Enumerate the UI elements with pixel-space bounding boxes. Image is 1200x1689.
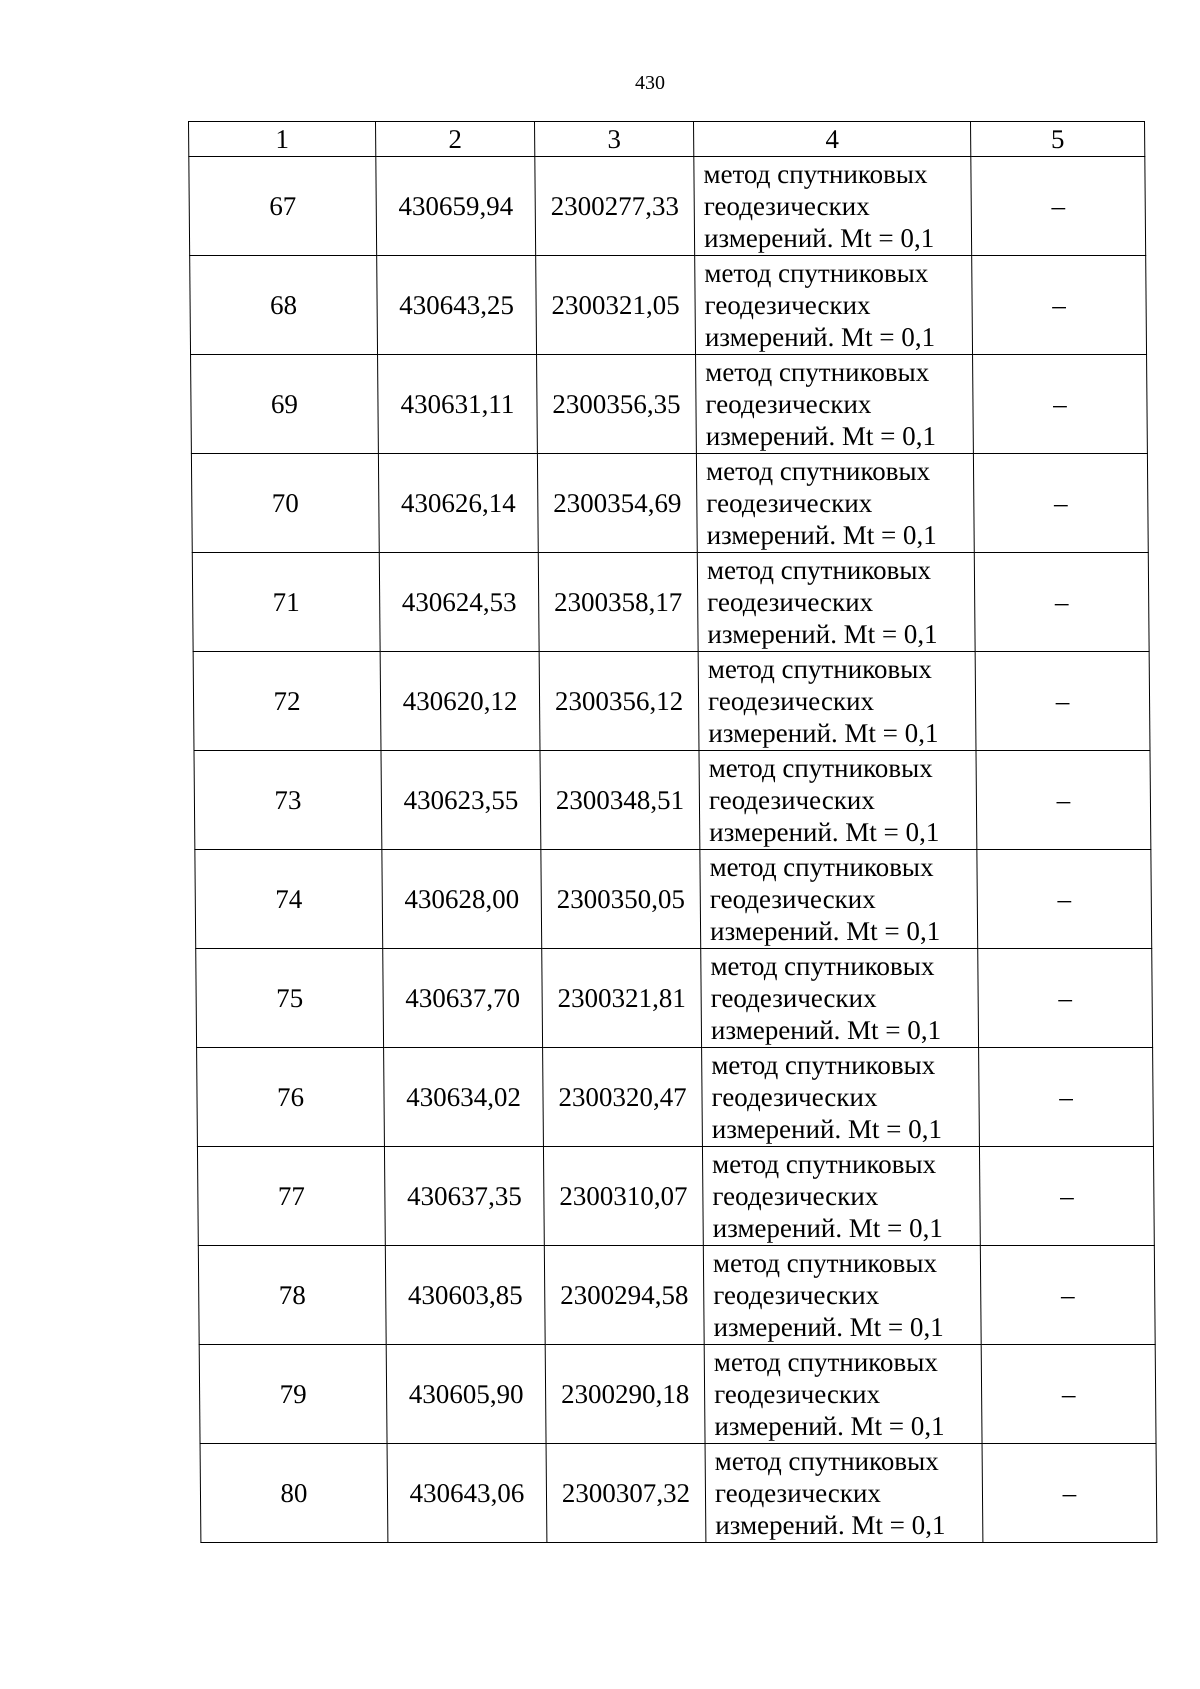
note-dash: – [982, 1444, 1157, 1543]
note-dash: – [975, 652, 1150, 751]
coordinate-x: 430631,11 [378, 355, 538, 454]
coordinate-x: 430620,12 [380, 652, 540, 751]
coordinate-y: 2300354,69 [537, 454, 697, 553]
table-row [198, 1246, 1155, 1345]
method-line: геодезических [706, 488, 873, 518]
method-line: метод спутниковых [714, 1446, 939, 1476]
measurement-method [696, 454, 974, 553]
method-line: измерений. Mt = 0,1 [703, 223, 935, 253]
table-row [200, 1444, 1157, 1543]
coordinate-y: 2300358,17 [538, 553, 698, 652]
method-line: геодезических [708, 785, 875, 815]
point-number: 80 [200, 1444, 388, 1543]
measurement-method [702, 1147, 980, 1246]
coordinate-y: 2300350,05 [541, 850, 701, 949]
method-line: метод спутниковых [705, 456, 931, 486]
note-dash: – [979, 1147, 1154, 1246]
measurement-method [700, 850, 978, 949]
method-line: измерений. Mt = 0,1 [710, 1015, 942, 1045]
method-line: геодезических [713, 1280, 880, 1310]
coordinate-x: 430643,06 [387, 1444, 547, 1543]
coordinate-y: 2300307,32 [546, 1444, 706, 1543]
coordinate-x: 430634,02 [384, 1048, 544, 1147]
method-line: метод спутниковых [712, 1248, 938, 1278]
method-line: измерений. Mt = 0,1 [705, 421, 937, 451]
method-line: измерений. Mt = 0,1 [704, 322, 936, 352]
method-line: измерений. Mt = 0,1 [713, 1312, 944, 1342]
point-number: 70 [191, 454, 379, 553]
measurement-method [699, 751, 977, 850]
coordinate-y: 2300290,18 [545, 1345, 705, 1444]
coordinate-y: 2300310,07 [543, 1147, 703, 1246]
coordinate-y: 2300277,33 [535, 157, 695, 256]
header-col-1: 1 [189, 122, 376, 157]
table-row [194, 751, 1151, 850]
point-number: 68 [190, 256, 378, 355]
table-row [195, 850, 1152, 949]
method-line: геодезических [711, 1082, 878, 1112]
method-line: геодезических [704, 290, 871, 320]
method-line: метод спутниковых [703, 159, 928, 189]
coordinate-x: 430659,94 [376, 157, 536, 256]
point-number: 79 [199, 1345, 387, 1444]
method-line: измерений. Mt = 0,1 [712, 1213, 943, 1243]
table-row [189, 157, 1146, 256]
table-row [196, 949, 1153, 1048]
table-row [193, 652, 1150, 751]
method-line: измерений. Mt = 0,1 [706, 520, 937, 550]
table-body [189, 157, 1157, 1543]
note-dash: – [971, 157, 1146, 256]
point-number: 67 [189, 157, 377, 256]
note-dash: – [974, 553, 1149, 652]
header-col-2: 2 [376, 122, 535, 157]
coordinate-y: 2300356,12 [539, 652, 699, 751]
header-col-5: 5 [971, 122, 1145, 157]
coordinate-x: 430626,14 [378, 454, 538, 553]
note-dash: – [981, 1345, 1156, 1444]
measurement-method [694, 157, 972, 256]
coordinate-y: 2300356,35 [537, 355, 697, 454]
coordinate-x: 430637,35 [384, 1147, 544, 1246]
note-dash: – [977, 850, 1152, 949]
method-line: измерений. Mt = 0,1 [707, 619, 938, 649]
table-row [197, 1048, 1154, 1147]
point-number: 74 [195, 850, 383, 949]
point-number: 72 [193, 652, 381, 751]
method-line: метод спутниковых [707, 654, 932, 684]
method-line: геодезических [707, 587, 874, 617]
method-line: измерений. Mt = 0,1 [714, 1411, 945, 1441]
method-line: измерений. Mt = 0,1 [715, 1510, 946, 1540]
method-line: измерений. Mt = 0,1 [709, 916, 941, 946]
coordinates-table [188, 121, 1157, 1543]
measurement-method [698, 652, 976, 751]
method-line: геодезических [713, 1379, 881, 1409]
method-line: метод спутниковых [709, 852, 934, 882]
method-line: метод спутниковых [706, 555, 932, 585]
page-number: 430 [635, 72, 665, 94]
measurement-method [702, 1048, 980, 1147]
note-dash: – [979, 1048, 1154, 1147]
note-dash: – [978, 949, 1153, 1048]
table-row [197, 1147, 1154, 1246]
point-number: 77 [197, 1147, 385, 1246]
coordinate-x: 430603,85 [385, 1246, 545, 1345]
coordinate-y: 2300320,47 [543, 1048, 703, 1147]
method-line: геодезических [705, 389, 872, 419]
method-line: метод спутниковых [710, 951, 935, 981]
table-row [191, 355, 1148, 454]
measurement-method [697, 553, 975, 652]
table-row [199, 1345, 1156, 1444]
measurement-method [703, 1246, 981, 1345]
method-line: геодезических [712, 1181, 879, 1211]
coordinate-y: 2300294,58 [544, 1246, 704, 1345]
coordinate-y: 2300321,81 [542, 949, 702, 1048]
method-line: метод спутниковых [713, 1347, 938, 1377]
method-line: метод спутниковых [711, 1149, 937, 1179]
note-dash: – [973, 454, 1148, 553]
measurement-method [696, 355, 974, 454]
method-line: метод спутниковых [704, 258, 929, 288]
method-line: геодезических [709, 884, 876, 914]
method-line: метод спутниковых [705, 357, 930, 387]
coordinate-x: 430605,90 [386, 1345, 546, 1444]
table-row [190, 256, 1147, 355]
note-dash: – [976, 751, 1151, 850]
header-col-4: 4 [694, 122, 971, 157]
coordinate-x: 430624,53 [379, 553, 539, 652]
coordinate-x: 430643,25 [377, 256, 537, 355]
coordinate-x: 430637,70 [383, 949, 543, 1048]
method-line: измерений. Mt = 0,1 [711, 1114, 943, 1144]
method-line: геодезических [703, 191, 870, 221]
point-number: 71 [192, 553, 380, 652]
measurement-method [705, 1444, 983, 1543]
point-number: 75 [196, 949, 384, 1048]
header-col-3: 3 [535, 122, 694, 157]
method-line: измерений. Mt = 0,1 [708, 718, 939, 748]
method-line: геодезических [707, 686, 875, 716]
coordinate-y: 2300348,51 [540, 751, 700, 850]
method-line: геодезических [710, 983, 877, 1013]
point-number: 73 [194, 751, 382, 850]
method-line: геодезических [714, 1478, 881, 1508]
point-number: 69 [191, 355, 379, 454]
note-dash: – [973, 355, 1148, 454]
table-header-row [189, 122, 1145, 157]
point-number: 78 [198, 1246, 386, 1345]
method-line: метод спутниковых [708, 753, 933, 783]
measurement-method [701, 949, 979, 1048]
note-dash: – [972, 256, 1147, 355]
point-number: 76 [197, 1048, 385, 1147]
table-row [192, 553, 1149, 652]
measurement-method [704, 1345, 982, 1444]
note-dash: – [980, 1246, 1155, 1345]
coordinate-x: 430623,55 [381, 751, 541, 850]
method-line: метод спутниковых [711, 1050, 936, 1080]
coordinate-y: 2300321,05 [536, 256, 696, 355]
measurement-method [695, 256, 973, 355]
coordinate-x: 430628,00 [382, 850, 542, 949]
table-row [191, 454, 1148, 553]
method-line: измерений. Mt = 0,1 [709, 817, 940, 847]
